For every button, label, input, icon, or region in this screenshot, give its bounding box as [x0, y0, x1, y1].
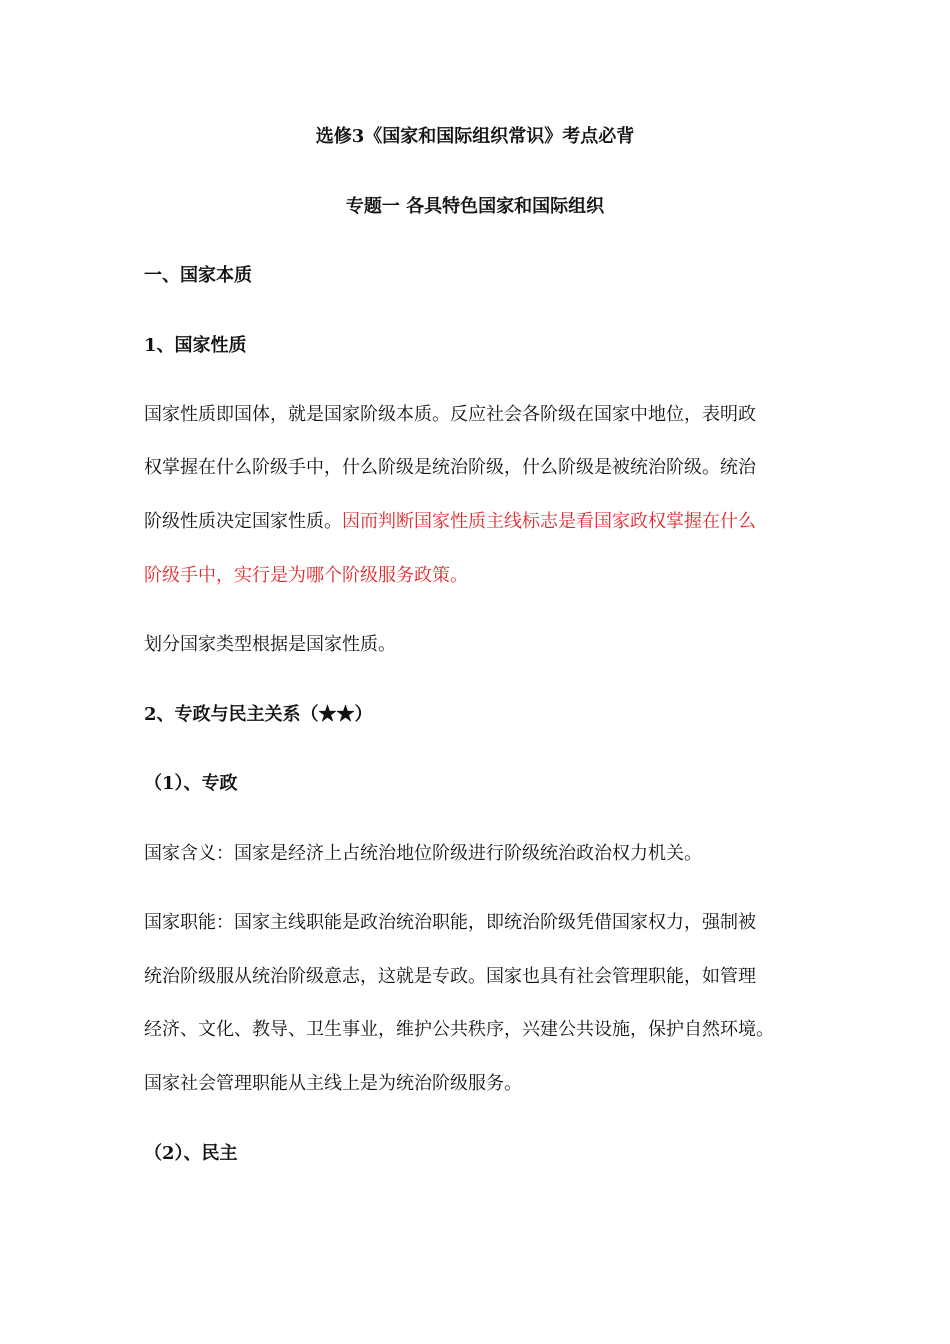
- paragraph-line: 权掌握在什么阶级手中，什么阶级是统治阶级，什么阶级是被统治阶级。统治: [144, 457, 756, 478]
- paragraph-line: 国家性质即国体，就是国家阶级本质。反应社会各阶级在国家中地位，表明政: [144, 404, 756, 425]
- subsection-heading-1: 1、国家性质: [144, 335, 247, 356]
- paragraph-line: 国家社会管理职能从主线上是为统治阶级服务。: [144, 1073, 522, 1094]
- subsection-heading-2: 2、专政与民主关系（★★）: [144, 704, 373, 725]
- paragraph-line: 经济、文化、教导、卫生事业，维护公共秩序，兴建公共设施，保护自然环境。: [144, 1019, 774, 1040]
- document-subtitle: 专题一 各具特色国家和国际组织: [345, 196, 605, 217]
- paragraph-line: 划分国家类型根据是国家性质。: [144, 634, 396, 655]
- paragraph-line: 国家职能：国家主线职能是政治统治职能，即统治阶级凭借国家权力，强制被: [144, 912, 756, 933]
- highlighted-text: 因而判断国家性质主线标志是看国家政权掌握在什么: [342, 511, 756, 532]
- paragraph-line: 统治阶级服从统治阶级意志，这就是专政。国家也具有社会管理职能，如管理: [144, 966, 756, 987]
- paragraph-line: [144, 509, 756, 535]
- section-heading-1: 一、国家本质: [144, 265, 252, 286]
- paragraph-text: 阶级性质决定国家性质。: [144, 511, 342, 532]
- subsection-heading-2-1: （1）、专政: [144, 773, 238, 794]
- paragraph-line: 国家含义：国家是经济上占统治地位阶级进行阶级统治政治权力机关。: [144, 843, 702, 864]
- subsection-heading-2-2: （2）、民主: [144, 1143, 238, 1164]
- highlighted-paragraph-line: 阶级手中，实行是为哪个阶级服务政策。: [144, 565, 468, 586]
- document-title: 选修3《国家和国际组织常识》考点必背: [315, 126, 635, 147]
